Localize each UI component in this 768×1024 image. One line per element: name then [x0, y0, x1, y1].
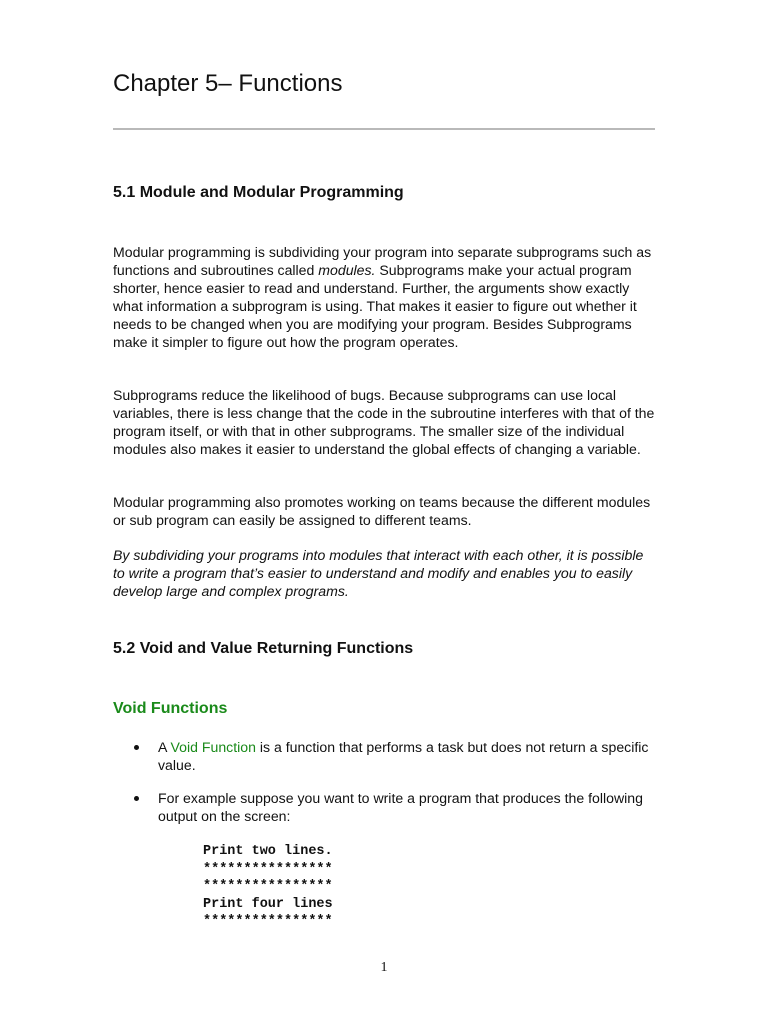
bullet-icon — [134, 796, 139, 801]
code-line: Print two lines. — [203, 844, 333, 859]
page-number: 1 — [380, 960, 388, 975]
title-divider — [113, 128, 655, 130]
term-void-function: Void Function — [170, 739, 256, 755]
bullet-text: For example suppose you want to write a program that produces the following output on the screen: — [158, 790, 643, 824]
paragraph-text: Subprograms make your actual program shorter, hence easier to read and understand. Further, the arguments show exactly what information a subprogram is using. That makes it easier to figure out whether it needs to be changed when you are modifying your program. Besides Subprograms make it simpler to figure out how the program operates. — [113, 262, 637, 350]
code-line: **************** — [203, 914, 333, 929]
bullet-icon — [134, 745, 139, 750]
section-heading-5-2: 5.2 Void and Value Returning Functions — [113, 640, 414, 657]
emphasis-modules: modules. — [318, 262, 376, 278]
chapter-title: Chapter 5– Functions — [113, 70, 343, 97]
paragraph-teams: Modular programming also promotes working on teams because the different modules or sub program can easily be assigned to different teams. — [113, 494, 651, 528]
bullet-text: A — [158, 739, 171, 755]
code-line: Print four lines — [203, 896, 333, 912]
list-item — [113, 738, 658, 774]
code-output-block — [203, 843, 333, 931]
paragraph-modular-programming — [113, 243, 658, 351]
paragraph-summary-italic: By subdividing your programs into modules that interact with each other, it is possible to write a program that’s easier to understand and modify and enables you to easily develop large and complex programs. — [113, 547, 644, 599]
code-line: **************** — [203, 861, 333, 877]
list-item — [113, 789, 658, 825]
paragraph-reduce-bugs: Subprograms reduce the likelihood of bugs. Because subprograms can use local variables, there is less change that the code in the subroutine interferes with that of the program itself, or with that in other subprograms. The smaller size of the individual modules also makes it easier to understand the global effects of changing a variable. — [113, 387, 655, 457]
bullet-text: is a function that performs a task but does not return a specific value. — [158, 739, 649, 773]
paragraph-text: Modular programming is subdividing your program into separate subprograms such as functions and subroutines called — [113, 244, 652, 278]
code-line: **************** — [203, 879, 333, 894]
bullet-list — [113, 738, 658, 825]
section-heading-5-1: 5.1 Module and Modular Programming — [113, 184, 404, 201]
subheading-void-functions: Void Functions — [113, 700, 228, 717]
